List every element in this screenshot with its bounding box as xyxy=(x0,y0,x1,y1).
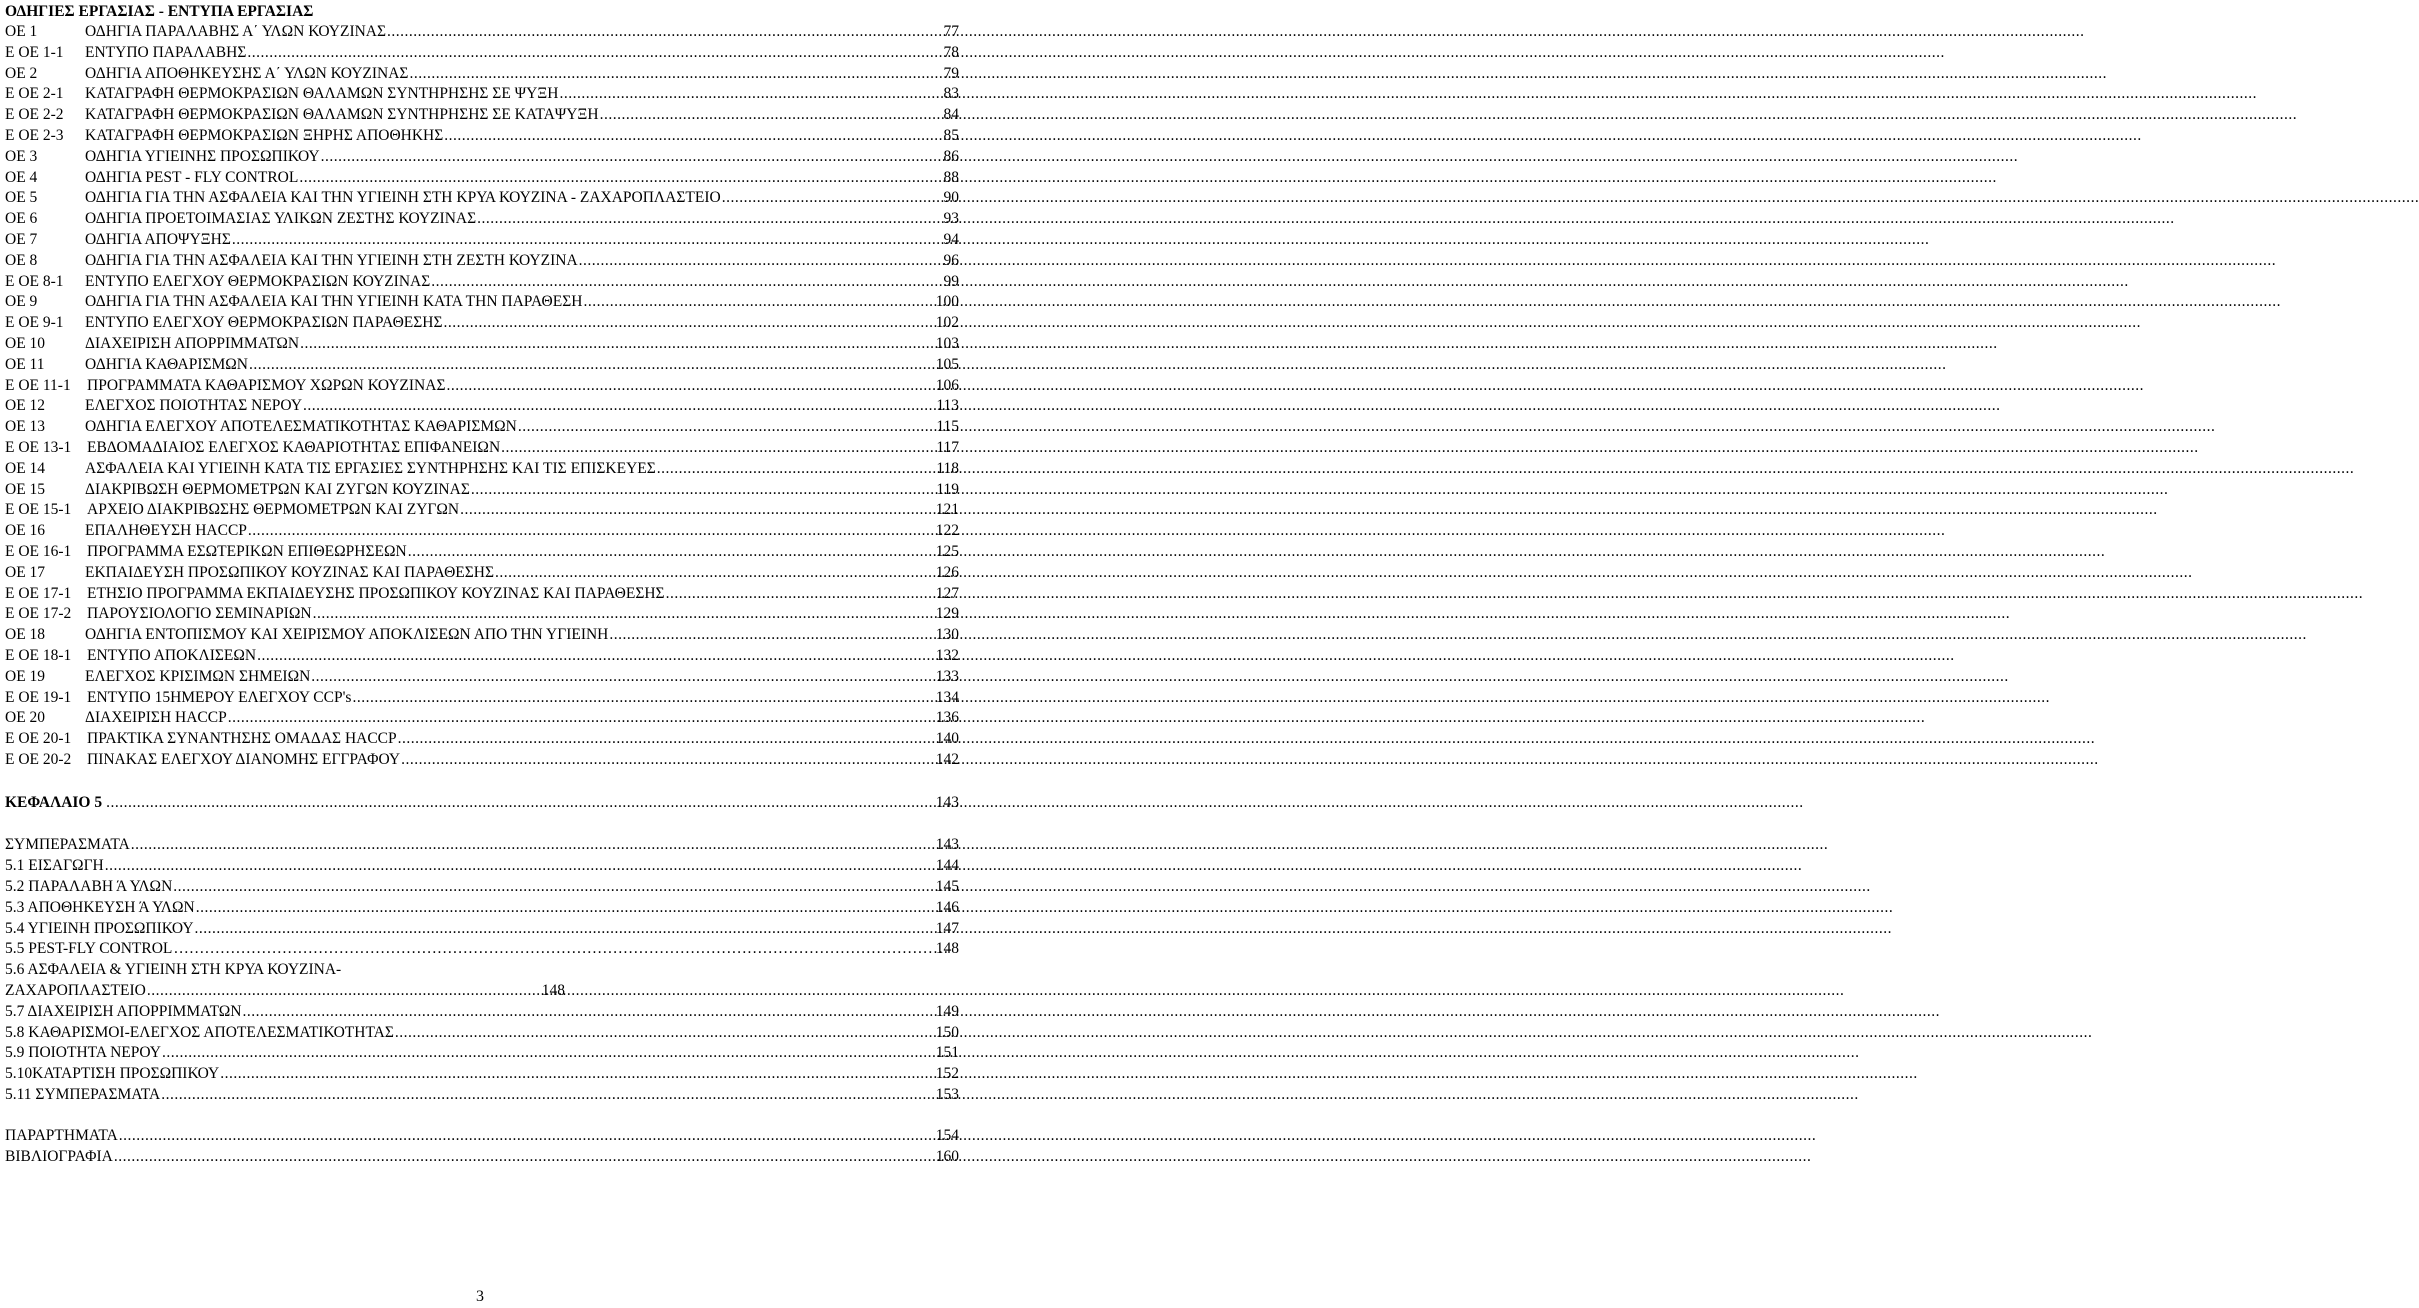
toc-entry-code: Ε ΟΕ 20-1 xyxy=(5,730,72,748)
toc-entry-page: 145 xyxy=(935,878,959,896)
toc-entry-page: 143 xyxy=(935,836,959,854)
toc-entry[interactable] xyxy=(5,750,959,771)
toc-entry[interactable] xyxy=(5,84,959,105)
toc-entry-title: ΕΝΤΥΠΟ ΕΛΕΓΧΟΥ ΘΕΡΜΟΚΡΑΣΙΩΝ ΚΟΥΖΙΝΑΣ xyxy=(85,272,431,290)
toc-entry-code: ΟΕ 14 xyxy=(5,459,46,477)
dot-leader xyxy=(114,1147,935,1168)
toc-entry-code: ΟΕ 15 xyxy=(5,480,46,498)
toc-entry[interactable] xyxy=(5,1147,959,1168)
toc-entry-title: ΕΚΠΑΙΔΕΥΣΗ ΠΡΟΣΩΠΙΚΟΥ ΚΟΥΖΙΝΑΣ ΚΑΙ ΠΑΡΑΘΕΣΗΣ xyxy=(85,563,495,581)
toc-entry-page: 146 xyxy=(935,898,959,916)
toc-entry[interactable] xyxy=(5,126,959,147)
section-title: ΟΔΗΓΙΕΣ ΕΡΓΑΣΙΑΣ - ΕΝΤΥΠΑ ΕΡΓΑΣΙΑΣ xyxy=(5,3,314,20)
safety-cold-line-2[interactable] xyxy=(5,981,565,1002)
toc-entry-title: 5.8 ΚΑΘΑΡΙΣΜΟΙ-ΕΛΕΓΧΟΣ ΑΠΟΤΕΛΕΣΜΑΤΙΚΟΤΗΤΑΣ xyxy=(5,1023,394,1041)
toc-entry-code: Ε ΟΕ 2-3 xyxy=(5,126,64,144)
dot-leader xyxy=(666,584,935,605)
toc-entry-title: ΣΥΜΠΕΡΑΣΜΑΤΑ xyxy=(5,836,130,854)
toc-entry-page: 99 xyxy=(943,272,959,290)
toc-entry[interactable] xyxy=(5,209,959,230)
dot-leader xyxy=(220,1064,935,1085)
toc-entry[interactable] xyxy=(5,542,959,563)
toc-entry-code: Ε ΟΕ 2-2 xyxy=(5,106,64,124)
toc-entry-page: 127 xyxy=(935,584,959,602)
ellipsis-leader xyxy=(173,939,934,960)
toc-entry-code: ΟΕ 19 xyxy=(5,667,46,685)
toc-entry[interactable] xyxy=(5,604,959,625)
toc-entry-page: 113 xyxy=(936,397,959,415)
toc-entry[interactable] xyxy=(5,1023,959,1044)
dot-leader xyxy=(409,64,942,85)
dot-leader xyxy=(299,168,942,189)
dot-leader xyxy=(609,625,934,646)
toc-entry-title: ΠΙΝΑΚΑΣ ΕΛΕΓΧΟΥ ΔΙΑΝΟΜΗΣ ΕΓΓΡΑΦΟΥ xyxy=(87,750,401,768)
toc-entry-title: ΟΔΗΓΙΑ ΠΑΡΑΛΑΒΗΣ Α΄ ΥΛΩΝ ΚΟΥΖΙΝΑΣ xyxy=(85,23,387,40)
dot-leader xyxy=(657,459,936,480)
toc-entry-title: ΠΡΑΚΤΙΚΑ ΣΥΝΑΝΤΗΣΗΣ ΟΜΑΔΑΣ HACCP xyxy=(87,730,397,748)
dot-leader xyxy=(431,272,942,293)
toc-entry-code: ΟΕ 20 xyxy=(5,709,46,727)
toc-entry-page: 149 xyxy=(935,1002,959,1020)
toc-entry[interactable] xyxy=(5,521,959,542)
dot-leader xyxy=(460,500,935,521)
dot-leader xyxy=(495,563,935,584)
toc-entry-page: 105 xyxy=(935,355,959,373)
toc-entry-page: 83 xyxy=(943,85,959,103)
dot-leader xyxy=(401,750,935,771)
toc-entry-title: ΟΔΗΓΙΑ ΥΓΙΕΙΝΗΣ ΠΡΟΣΩΠΙΚΟΥ xyxy=(85,147,320,165)
toc-entry-code: Ε ΟΕ 17-2 xyxy=(5,605,72,623)
toc-entry-code: ΟΕ 4 xyxy=(5,168,38,186)
dot-leader xyxy=(408,542,935,563)
toc-entry[interactable] xyxy=(5,334,959,355)
toc-entry-page: 150 xyxy=(935,1023,959,1041)
toc-entry-title: ΔΙΑΧΕΙΡΙΣΗ HACCP xyxy=(85,709,227,727)
toc-entry-code: Ε ΟΕ 17-1 xyxy=(5,584,72,602)
toc-entry-title: ΕΝΤΥΠΟ 15ΗΜΕΡΟΥ ΕΛΕΓΧΟΥ CCP's xyxy=(87,688,352,706)
dot-leader xyxy=(398,729,935,750)
dot-leader xyxy=(195,919,935,940)
toc-entry[interactable] xyxy=(5,459,959,480)
dot-leader xyxy=(232,230,943,251)
dot-leader xyxy=(106,793,935,814)
toc-entry[interactable] xyxy=(5,272,959,293)
conclusions-list-2 xyxy=(5,1002,959,1106)
toc-entry-code: Ε ΟΕ 15-1 xyxy=(5,501,72,519)
toc-entry-page: 132 xyxy=(935,646,959,664)
toc-entry-title: ΠΡΟΓΡΑΜΜΑΤΑ ΚΑΘΑΡΙΣΜΟΥ ΧΩΡΩΝ ΚΟΥΖΙΝΑΣ xyxy=(87,376,446,394)
toc-entry-title: 5.2 ΠΑΡΑΛΑΒΗ Ά ΥΛΩΝ xyxy=(5,878,173,896)
toc-entry[interactable] xyxy=(5,856,959,877)
toc-entry-page: 147 xyxy=(935,919,959,937)
toc-entry[interactable] xyxy=(5,251,959,272)
toc-entry-page: 86 xyxy=(943,147,959,165)
toc-entry-code: ΟΕ 6 xyxy=(5,210,38,228)
toc-entry-page: 118 xyxy=(936,459,959,477)
dot-leader xyxy=(173,877,934,898)
toc-entry[interactable] xyxy=(5,708,959,729)
safety-cold-page: 148 xyxy=(541,982,565,1000)
toc-entry-title: ΟΔΗΓΙΑ ΑΠΟΨΥΞΗΣ xyxy=(85,230,231,248)
dot-leader xyxy=(444,313,935,334)
toc-entry-page: 77 xyxy=(943,23,959,40)
toc-entry-page: 119 xyxy=(936,480,959,498)
chapter-5-title: ΚΕΦΑΛΑΙΟ 5 xyxy=(5,793,103,811)
toc-entry[interactable] xyxy=(5,877,959,898)
toc-entry-title: ΕΤΗΣΙΟ ΠΡΟΓΡΑΜΜΑ ΕΚΠΑΙΔΕΥΣΗΣ ΠΡΟΣΩΠΙΚΟΥ ΚΟΥΖΙΝΑΣ ΚΑΙ ΠΑΡΑΘΕΣΗΣ xyxy=(87,584,665,602)
dot-leader xyxy=(395,1023,935,1044)
dot-leader xyxy=(352,688,934,709)
toc-entry-page: 85 xyxy=(943,126,959,144)
toc-entry-title: ΔΙΑΚΡΙΒΩΣΗ ΘΕΡΜΟΜΕΤΡΩΝ ΚΑΙ ΖΥΓΩΝ ΚΟΥΖΙΝΑΣ xyxy=(85,480,470,498)
toc-entry-title: ΟΔΗΓΙΑ ΕΝΤΟΠΙΣΜΟΥ ΚΑΙ ΧΕΙΡΙΣΜΟΥ ΑΠΟΚΛΙΣΕΩΝ ΑΠΟ ΤΗΝ ΥΓΙΕΙΝΗ xyxy=(85,626,609,644)
toc-entry[interactable] xyxy=(5,64,959,85)
toc-entry-page: 84 xyxy=(943,106,959,124)
toc-entry-title: 5.1 ΕΙΣΑΓΩΓΗ xyxy=(5,857,104,875)
toc-entry[interactable] xyxy=(5,729,959,750)
toc-entry[interactable] xyxy=(5,230,959,251)
toc-entry-title: ΟΔΗΓΙΑ ΚΑΘΑΡΙΣΜΩΝ xyxy=(85,355,248,373)
dot-leader xyxy=(119,1126,935,1147)
toc-entry-page: 142 xyxy=(935,750,959,768)
dot-leader xyxy=(477,209,942,230)
dot-leader xyxy=(300,334,935,355)
toc-entry-title: ΕΛΕΓΧΟΣ ΠΟΙΟΤΗΤΑΣ ΝΕΡΟΥ xyxy=(85,397,303,415)
dot-leader xyxy=(248,521,935,542)
toc-entry-code: ΟΕ 9 xyxy=(5,293,38,311)
conclusions-list xyxy=(5,835,959,939)
toc-entry[interactable] xyxy=(5,1126,959,1147)
toc-entry[interactable] xyxy=(5,1085,959,1106)
toc-entry-page: 154 xyxy=(935,1126,959,1144)
toc-entry-page: 160 xyxy=(935,1147,959,1165)
toc-entry-page: 130 xyxy=(935,626,959,644)
toc-entry[interactable] xyxy=(5,22,959,43)
toc-entry-title: ΟΔΗΓΙΑ ΓΙΑ ΤΗΝ ΑΣΦΑΛΕΙΑ ΚΑΙ ΤΗΝ ΥΓΙΕΙΝΗ ΣΤΗ ΖΕΣΤΗ ΚΟΥΖΙΝΑ xyxy=(85,251,578,269)
toc-entry-title: ΚΑΤΑΓΡΑΦΗ ΘΕΡΜΟΚΡΑΣΙΩΝ ΞΗΡΗΣ ΑΠΟΘΗΚΗΣ xyxy=(85,126,444,144)
toc-entry-code: ΟΕ 7 xyxy=(5,230,38,248)
toc-entry-title: ΠΑΡΟΥΣΙΟΛΟΓΙΟ ΣΕΜΙΝΑΡΙΩΝ xyxy=(87,605,312,623)
toc-entry-page: 78 xyxy=(943,43,959,61)
toc-entry[interactable] xyxy=(5,898,959,919)
toc-entry-code: ΟΕ 3 xyxy=(5,147,38,165)
toc-entry-code: Ε ΟΕ 19-1 xyxy=(5,688,72,706)
toc-entry[interactable] xyxy=(5,188,959,209)
toc-entry-title: ΒΙΒΛΙΟΓΡΑΦΙΑ xyxy=(5,1147,113,1165)
toc-entry-title: ΕΝΤΥΠΟ ΑΠΟΚΛΙΣΕΩΝ xyxy=(87,646,257,664)
toc-entry[interactable] xyxy=(5,584,959,605)
toc-entry-code: Ε ΟΕ 18-1 xyxy=(5,646,72,664)
toc-entry-page: 152 xyxy=(935,1065,959,1083)
toc-entry-page: 88 xyxy=(943,168,959,186)
dot-leader xyxy=(518,417,935,438)
toc-entry-page: 126 xyxy=(935,563,959,581)
dot-leader xyxy=(162,1043,935,1064)
toc-entry-code: ΟΕ 17 xyxy=(5,563,46,581)
toc-entry-code: ΟΕ 5 xyxy=(5,189,38,207)
toc-entry[interactable] xyxy=(5,919,959,940)
dot-leader xyxy=(161,1085,935,1106)
toc-entry-title: ΔΙΑΧΕΙΡΙΣΗ ΑΠΟΡΡΙΜΜΑΤΩΝ xyxy=(85,334,300,352)
toc-entry[interactable] xyxy=(5,480,959,501)
toc-entry-title: 5.4 ΥΓΙΕΙΝΗ ΠΡΟΣΩΠΙΚΟΥ xyxy=(5,919,194,937)
toc-entry-page: 134 xyxy=(935,688,959,706)
toc-entry-page: 90 xyxy=(943,189,959,207)
toc-entry-page: 100 xyxy=(935,293,959,311)
toc-entry-title: ΚΑΤΑΓΡΑΦΗ ΘΕΡΜΟΚΡΑΣΙΩΝ ΘΑΛΑΜΩΝ ΣΥΝΤΗΡΗΣΗΣ ΣΕ ΨΥΞΗ xyxy=(85,85,559,103)
dot-leader xyxy=(243,1002,935,1023)
dot-leader xyxy=(559,84,942,105)
toc-entry-title: ΕΝΤΥΠΟ ΕΛΕΓΧΟΥ ΘΕΡΜΟΚΡΑΣΙΩΝ ΠΑΡΑΘΕΣΗΣ xyxy=(85,314,443,332)
dot-leader xyxy=(257,646,935,667)
dot-leader xyxy=(313,604,935,625)
dot-leader xyxy=(501,438,935,459)
chapter-5-row[interactable] xyxy=(5,793,959,814)
toc-entry-code: ΟΕ 10 xyxy=(5,334,46,352)
toc-entry[interactable] xyxy=(5,1064,959,1085)
toc-entry-title: 5.11 ΣΥΜΠΕΡΑΣΜΑΤΑ xyxy=(5,1086,161,1104)
dot-leader xyxy=(105,856,935,877)
dot-leader xyxy=(196,898,935,919)
toc-entry[interactable] xyxy=(5,396,959,417)
dot-leader xyxy=(600,105,943,126)
toc-entry-page: 129 xyxy=(935,605,959,623)
toc-entry-page: 153 xyxy=(935,1086,959,1104)
toc-entry-code: Ε ΟΕ 13-1 xyxy=(5,438,72,456)
toc-entry-title: 5.3 ΑΠΟΘΗΚΕΥΣΗ Ά ΥΛΩΝ xyxy=(5,898,195,916)
toc-entry[interactable] xyxy=(5,667,959,688)
toc-entry-code: Ε ΟΕ 1-1 xyxy=(5,43,64,61)
work-instructions-list xyxy=(5,22,959,771)
toc-entry-page: 151 xyxy=(935,1044,959,1062)
dot-leader xyxy=(147,981,541,1002)
toc-entry-title: 5.9 ΠΟΙΟΤΗΤΑ ΝΕΡΟΥ xyxy=(5,1044,161,1062)
toc-entry-code: Ε ΟΕ 20-2 xyxy=(5,750,72,768)
toc-entry-page: 102 xyxy=(935,314,959,332)
safety-cold-title: ΖΑΧΑΡΟΠΛΑΣΤΕΙΟ xyxy=(5,982,146,1000)
toc-entry[interactable] xyxy=(5,688,959,709)
toc-entry-code: Ε ΟΕ 8-1 xyxy=(5,272,64,290)
toc-entry-code: Ε ΟΕ 11-1 xyxy=(5,376,71,394)
toc-entry-title: 5.10ΚΑΤΑΡΤΙΣΗ ΠΡΟΣΩΠΙΚΟΥ xyxy=(5,1065,220,1083)
toc-entry[interactable] xyxy=(5,147,959,168)
toc-entry-page: 136 xyxy=(935,709,959,727)
toc-entry[interactable] xyxy=(5,438,959,459)
toc-entry-title: ΟΔΗΓΙΑ PEST - FLY CONTROL xyxy=(85,168,299,186)
appendix-list xyxy=(5,1126,959,1168)
toc-entry[interactable] xyxy=(5,313,959,334)
toc-entry[interactable] xyxy=(5,292,959,313)
toc-entry-title: ΑΣΦΑΛΕΙΑ ΚΑΙ ΥΓΙΕΙΝΗ ΚΑΤΑ ΤΙΣ ΕΡΓΑΣΙΕΣ ΣΥΝΤΗΡΗΣΗΣ ΚΑΙ ΤΙΣ ΕΠΙΣΚΕΥΕΣ xyxy=(85,459,656,477)
toc-entry-page: 125 xyxy=(935,542,959,560)
toc-entry-code: ΟΕ 13 xyxy=(5,418,46,436)
toc-entry-page: 79 xyxy=(943,64,959,82)
pest-fly-row[interactable] xyxy=(5,939,959,960)
toc-entry-title: ΕΛΕΓΧΟΣ ΚΡΙΣΙΜΩΝ ΣΗΜΕΙΩΝ xyxy=(85,667,311,685)
toc-entry-title: ΟΔΗΓΙΑ ΕΛΕΓΧΟΥ ΑΠΟΤΕΛΕΣΜΑΤΙΚΟΤΗΤΑΣ ΚΑΘΑΡΙΣΜΩΝ xyxy=(85,418,517,436)
toc-entry-title: ΟΔΗΓΙΑ ΠΡΟΕΤΟΙΜΑΣΙΑΣ ΥΛΙΚΩΝ ΖΕΣΤΗΣ ΚΟΥΖΙΝΑΣ xyxy=(85,210,477,228)
toc-entry-code: Ε ΟΕ 2-1 xyxy=(5,85,64,103)
dot-leader xyxy=(247,43,942,64)
toc-entry-title: ΚΑΤΑΓΡΑΦΗ ΘΕΡΜΟΚΡΑΣΙΩΝ ΘΑΛΑΜΩΝ ΣΥΝΤΗΡΗΣΗΣ ΣΕ ΚΑΤΑΨΥΞΗ xyxy=(85,106,599,124)
toc-entry-code: ΟΕ 2 xyxy=(5,64,38,82)
toc-entry[interactable] xyxy=(5,1002,959,1023)
toc-entry-title: ΕΝΤΥΠΟ ΠΑΡΑΛΑΒΗΣ xyxy=(85,43,247,61)
toc-entry-code: ΟΕ 18 xyxy=(5,626,46,644)
dot-leader xyxy=(228,708,935,729)
dot-leader xyxy=(387,22,942,43)
toc-entry-title: ΕΒΔΟΜΑΔΙΑΙΟΣ ΕΛΕΓΧΟΣ ΚΑΘΑΡΙΟΤΗΤΑΣ ΕΠΙΦΑΝΕΙΩΝ xyxy=(87,438,501,456)
toc-entry[interactable] xyxy=(5,105,959,126)
pest-fly-page: 148 xyxy=(935,940,959,958)
toc-entry-page: 121 xyxy=(935,501,959,519)
toc-entry[interactable] xyxy=(5,646,959,667)
toc-entry-page: 117 xyxy=(936,438,959,456)
toc-entry[interactable] xyxy=(5,417,959,438)
toc-entry-title: ΑΡΧΕΙΟ ΔΙΑΚΡΙΒΩΣΗΣ ΘΕΡΜΟΜΕΤΡΩΝ ΚΑΙ ΖΥΓΩΝ xyxy=(87,501,460,519)
toc-entry-code: ΟΕ 12 xyxy=(5,397,46,415)
dot-leader xyxy=(583,292,934,313)
toc-entry-page: 133 xyxy=(935,667,959,685)
document-page xyxy=(5,0,959,1167)
toc-entry-code: ΟΕ 16 xyxy=(5,522,46,540)
toc-entry-page: 94 xyxy=(943,230,959,248)
toc-entry-code: Ε ΟΕ 16-1 xyxy=(5,542,72,560)
toc-entry-title: ΕΠΑΛΗΘΕΥΣΗ HACCP xyxy=(85,522,247,540)
toc-entry[interactable] xyxy=(5,43,959,64)
dot-leader xyxy=(311,667,934,688)
dot-leader xyxy=(249,355,935,376)
toc-entry[interactable] xyxy=(5,168,959,189)
toc-entry-code: Ε ΟΕ 9-1 xyxy=(5,314,64,332)
toc-entry-title: ΠΑΡΑΡΤΗΜΑΤΑ xyxy=(5,1126,118,1144)
chapter-5-page: 143 xyxy=(935,793,959,811)
toc-entry-page: 140 xyxy=(935,730,959,748)
toc-entry-title: ΠΡΟΓΡΑΜΜΑ ΕΣΩΤΕΡΙΚΩΝ ΕΠΙΘΕΩΡΗΣΕΩΝ xyxy=(87,542,407,560)
toc-entry-page: 122 xyxy=(935,522,959,540)
toc-entry-code: ΟΕ 11 xyxy=(5,355,45,373)
safety-cold-line-1[interactable]: 5.6 ΑΣΦΑΛΕΙΑ & ΥΓΙΕΙΝΗ ΣΤΗ ΚΡΥΑ ΚΟΥΖΙΝΑ- xyxy=(5,961,342,979)
toc-entry[interactable] xyxy=(5,625,959,646)
dot-leader xyxy=(722,188,943,209)
pest-fly-title: 5.5 PEST-FLY CONTROL xyxy=(5,940,173,958)
toc-entry-page: 144 xyxy=(935,857,959,875)
dot-leader xyxy=(303,396,935,417)
toc-entry-code: ΟΕ 1 xyxy=(5,23,38,40)
toc-entry-page: 96 xyxy=(943,251,959,269)
toc-entry[interactable] xyxy=(5,1043,959,1064)
toc-entry-title: ΟΔΗΓΙΑ ΑΠΟΘΗΚΕΥΣΗΣ Α΄ ΥΛΩΝ ΚΟΥΖΙΝΑΣ xyxy=(85,64,409,82)
dot-leader xyxy=(579,251,943,272)
toc-entry-page: 103 xyxy=(935,334,959,352)
toc-entry[interactable] xyxy=(5,563,959,584)
toc-entry-title: 5.7 ΔΙΑΧΕΙΡΙΣΗ ΑΠΟΡΡΙΜΜΑΤΩΝ xyxy=(5,1002,242,1020)
toc-entry-page: 106 xyxy=(935,376,959,394)
toc-entry-title: ΟΔΗΓΙΑ ΓΙΑ ΤΗΝ ΑΣΦΑΛΕΙΑ ΚΑΙ ΤΗΝ ΥΓΙΕΙΝΗ ΚΑΤΑ ΤΗΝ ΠΑΡΑΘΕΣΗ xyxy=(85,293,583,311)
toc-entry-page: 93 xyxy=(943,210,959,228)
dot-leader xyxy=(446,376,934,397)
toc-entry-code: ΟΕ 8 xyxy=(5,251,38,269)
toc-entry[interactable] xyxy=(5,500,959,521)
dot-leader xyxy=(444,126,942,147)
page-number: 3 xyxy=(476,1288,484,1305)
toc-entry[interactable] xyxy=(5,376,959,397)
toc-entry[interactable] xyxy=(5,355,959,376)
toc-entry[interactable] xyxy=(5,835,959,856)
toc-entry-page: 115 xyxy=(936,418,959,436)
dot-leader xyxy=(471,480,935,501)
toc-entry-title: ΟΔΗΓΙΑ ΓΙΑ ΤΗΝ ΑΣΦΑΛΕΙΑ ΚΑΙ ΤΗΝ ΥΓΙΕΙΝΗ ΣΤΗ ΚΡΥΑ ΚΟΥΖΙΝΑ - ΖΑΧΑΡΟΠΛΑΣΤΕΙΟ xyxy=(85,189,721,207)
dot-leader xyxy=(131,835,935,856)
dot-leader xyxy=(321,147,943,168)
